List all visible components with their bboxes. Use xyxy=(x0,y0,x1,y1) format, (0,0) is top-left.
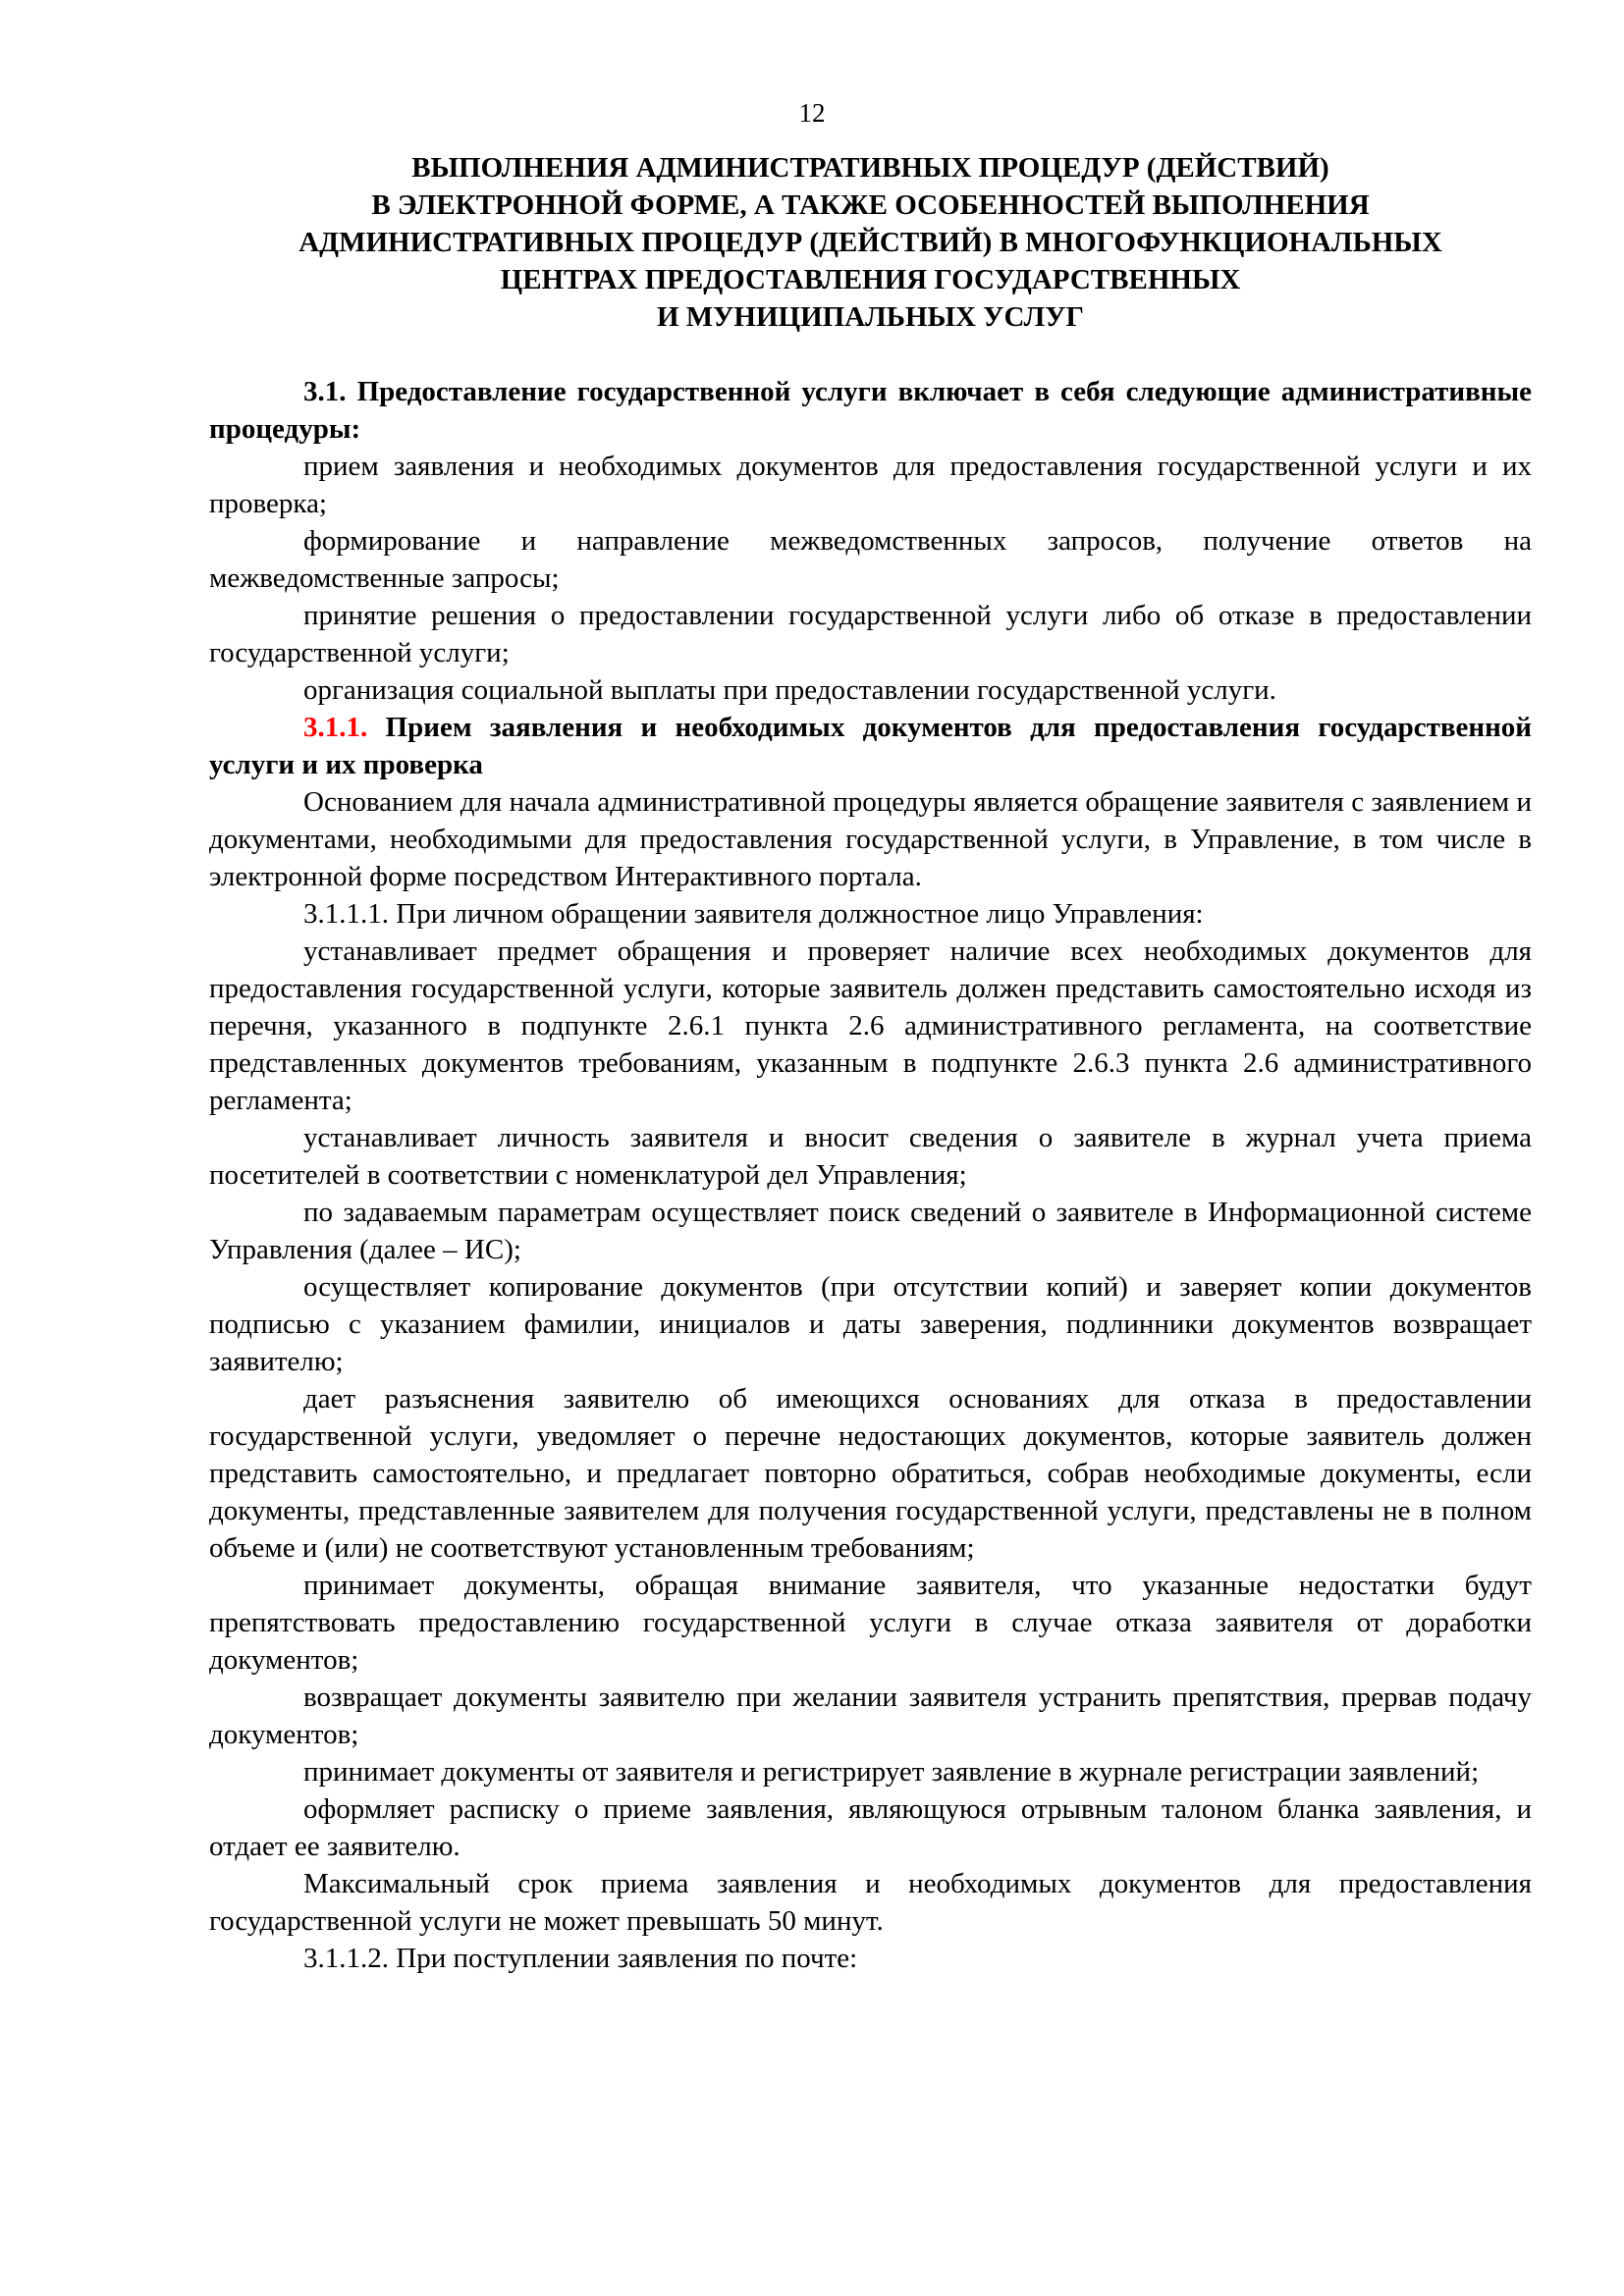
heading-line: И МУНИЦИПАЛЬНЫХ УСЛУГ xyxy=(656,301,1085,333)
section-3-1-1-intro: Основанием для начала административной процедуры является обращение заявителя с заявлением и документами, необходимыми для предоставления государственной услуги, в Управление, в том числе в электронной форме посредством Интерактивного портала. xyxy=(209,786,1532,892)
action-item: дает разъяснения заявителю об имеющихся основаниях для отказа в предоставлении государственной услуги, уведомляет о перечне недостающих документов, которые заявитель должен представить самостоятельно, и предлагает повторно обратиться, собрав необходимые документы, если документы, представленные заявителем для получения государственной услуги, представлены не в полном объеме и (или) не соответствуют установленным требованиям; xyxy=(209,1383,1532,1564)
action-item: принимает документы от заявителя и регистрирует заявление в журнале регистрации заявлений; xyxy=(303,1756,1480,1788)
action-item: принимает документы, обращая внимание заявителя, что указанные недостатки будут препятствовать предоставлению государственной услуги в случае отказа заявителя от доработки документов; xyxy=(209,1570,1532,1676)
page-number: 12 xyxy=(798,98,826,128)
page-content xyxy=(209,149,1532,1977)
paragraph-3-1-1-1: 3.1.1.1. При личном обращении заявителя должностное лицо Управления: xyxy=(303,898,1204,930)
procedure-item: прием заявления и необходимых документов для предоставления государственной услуги и их проверка; xyxy=(209,451,1532,519)
action-item: осуществляет копирование документов (при отсутствии копий) и заверяет копии документов подписью с указанием фамилии, инициалов и даты заверения, подлинники документов возвращает заявителю; xyxy=(209,1271,1532,1377)
heading-line: ВЫПОЛНЕНИЯ АДМИНИСТРАТИВНЫХ ПРОЦЕДУР (ДЕЙСТВИЙ) xyxy=(411,152,1329,184)
section-3-1-title: 3.1. Предоставление государственной услуги включает в себя следующие административные процедуры: xyxy=(209,376,1532,445)
section-3-1-1-title xyxy=(209,709,1532,783)
procedure-item: формирование и направление межведомственных запросов, получение ответов на межведомственные запросы; xyxy=(209,525,1532,594)
action-item: оформляет расписку о приеме заявления, являющуюся отрывным талоном бланка заявления, и отдает ее заявителю. xyxy=(209,1793,1532,1862)
max-time-paragraph: Максимальный срок приема заявления и необходимых документов для предоставления государственной услуги не может превышать 50 минут. xyxy=(209,1868,1532,1937)
procedure-item: организация социальной выплаты при предоставлении государственной услуги. xyxy=(303,674,1276,706)
heading-line: АДМИНИСТРАТИВНЫХ ПРОЦЕДУР (ДЕЙСТВИЙ) В МНОГОФУНКЦИОНАЛЬНЫХ xyxy=(298,227,1442,258)
paragraph-3-1-1-2: 3.1.1.2. При поступлении заявления по почте: xyxy=(303,1943,858,1974)
section-3-1-1-title-text: Прием заявления и необходимых документов для предоставления государственной услуги и их проверка xyxy=(209,712,1532,780)
heading-line: В ЭЛЕКТРОННОЙ ФОРМЕ, А ТАКЖЕ ОСОБЕННОСТЕЙ ВЫПОЛНЕНИЯ xyxy=(371,189,1370,221)
heading-line: ЦЕНТРАХ ПРЕДОСТАВЛЕНИЯ ГОСУДАРСТВЕННЫХ xyxy=(500,264,1241,295)
action-item: устанавливает предмет обращения и проверяет наличие всех необходимых документов для предоставления государственной услуги, которые заявитель должен представить самостоятельно исходя из перечня, указанного в подпункте 2.6.1 пункта 2.6 административного регламента, на соответствие представленных документов требованиям, указанным в подпункте 2.6.3 пункта 2.6 административного регламента; xyxy=(209,935,1532,1116)
action-item: по задаваемым параметрам осуществляет поиск сведений о заявителе в Информационной системе Управления (далее – ИС); xyxy=(209,1197,1532,1265)
action-item: возвращает документы заявителю при желании заявителя устранить препятствия, прервав подачу документов; xyxy=(209,1682,1532,1750)
section-heading xyxy=(209,149,1532,336)
procedure-item: принятие решения о предоставлении государственной услуги либо об отказе в предоставлении государственной услуги; xyxy=(209,600,1532,668)
section-3-1-1-number: 3.1.1. xyxy=(303,712,368,743)
action-item: устанавливает личность заявителя и вносит сведения о заявителе в журнал учета приема посетителей в соответствии с номенклатурой дел Управления; xyxy=(209,1122,1532,1191)
